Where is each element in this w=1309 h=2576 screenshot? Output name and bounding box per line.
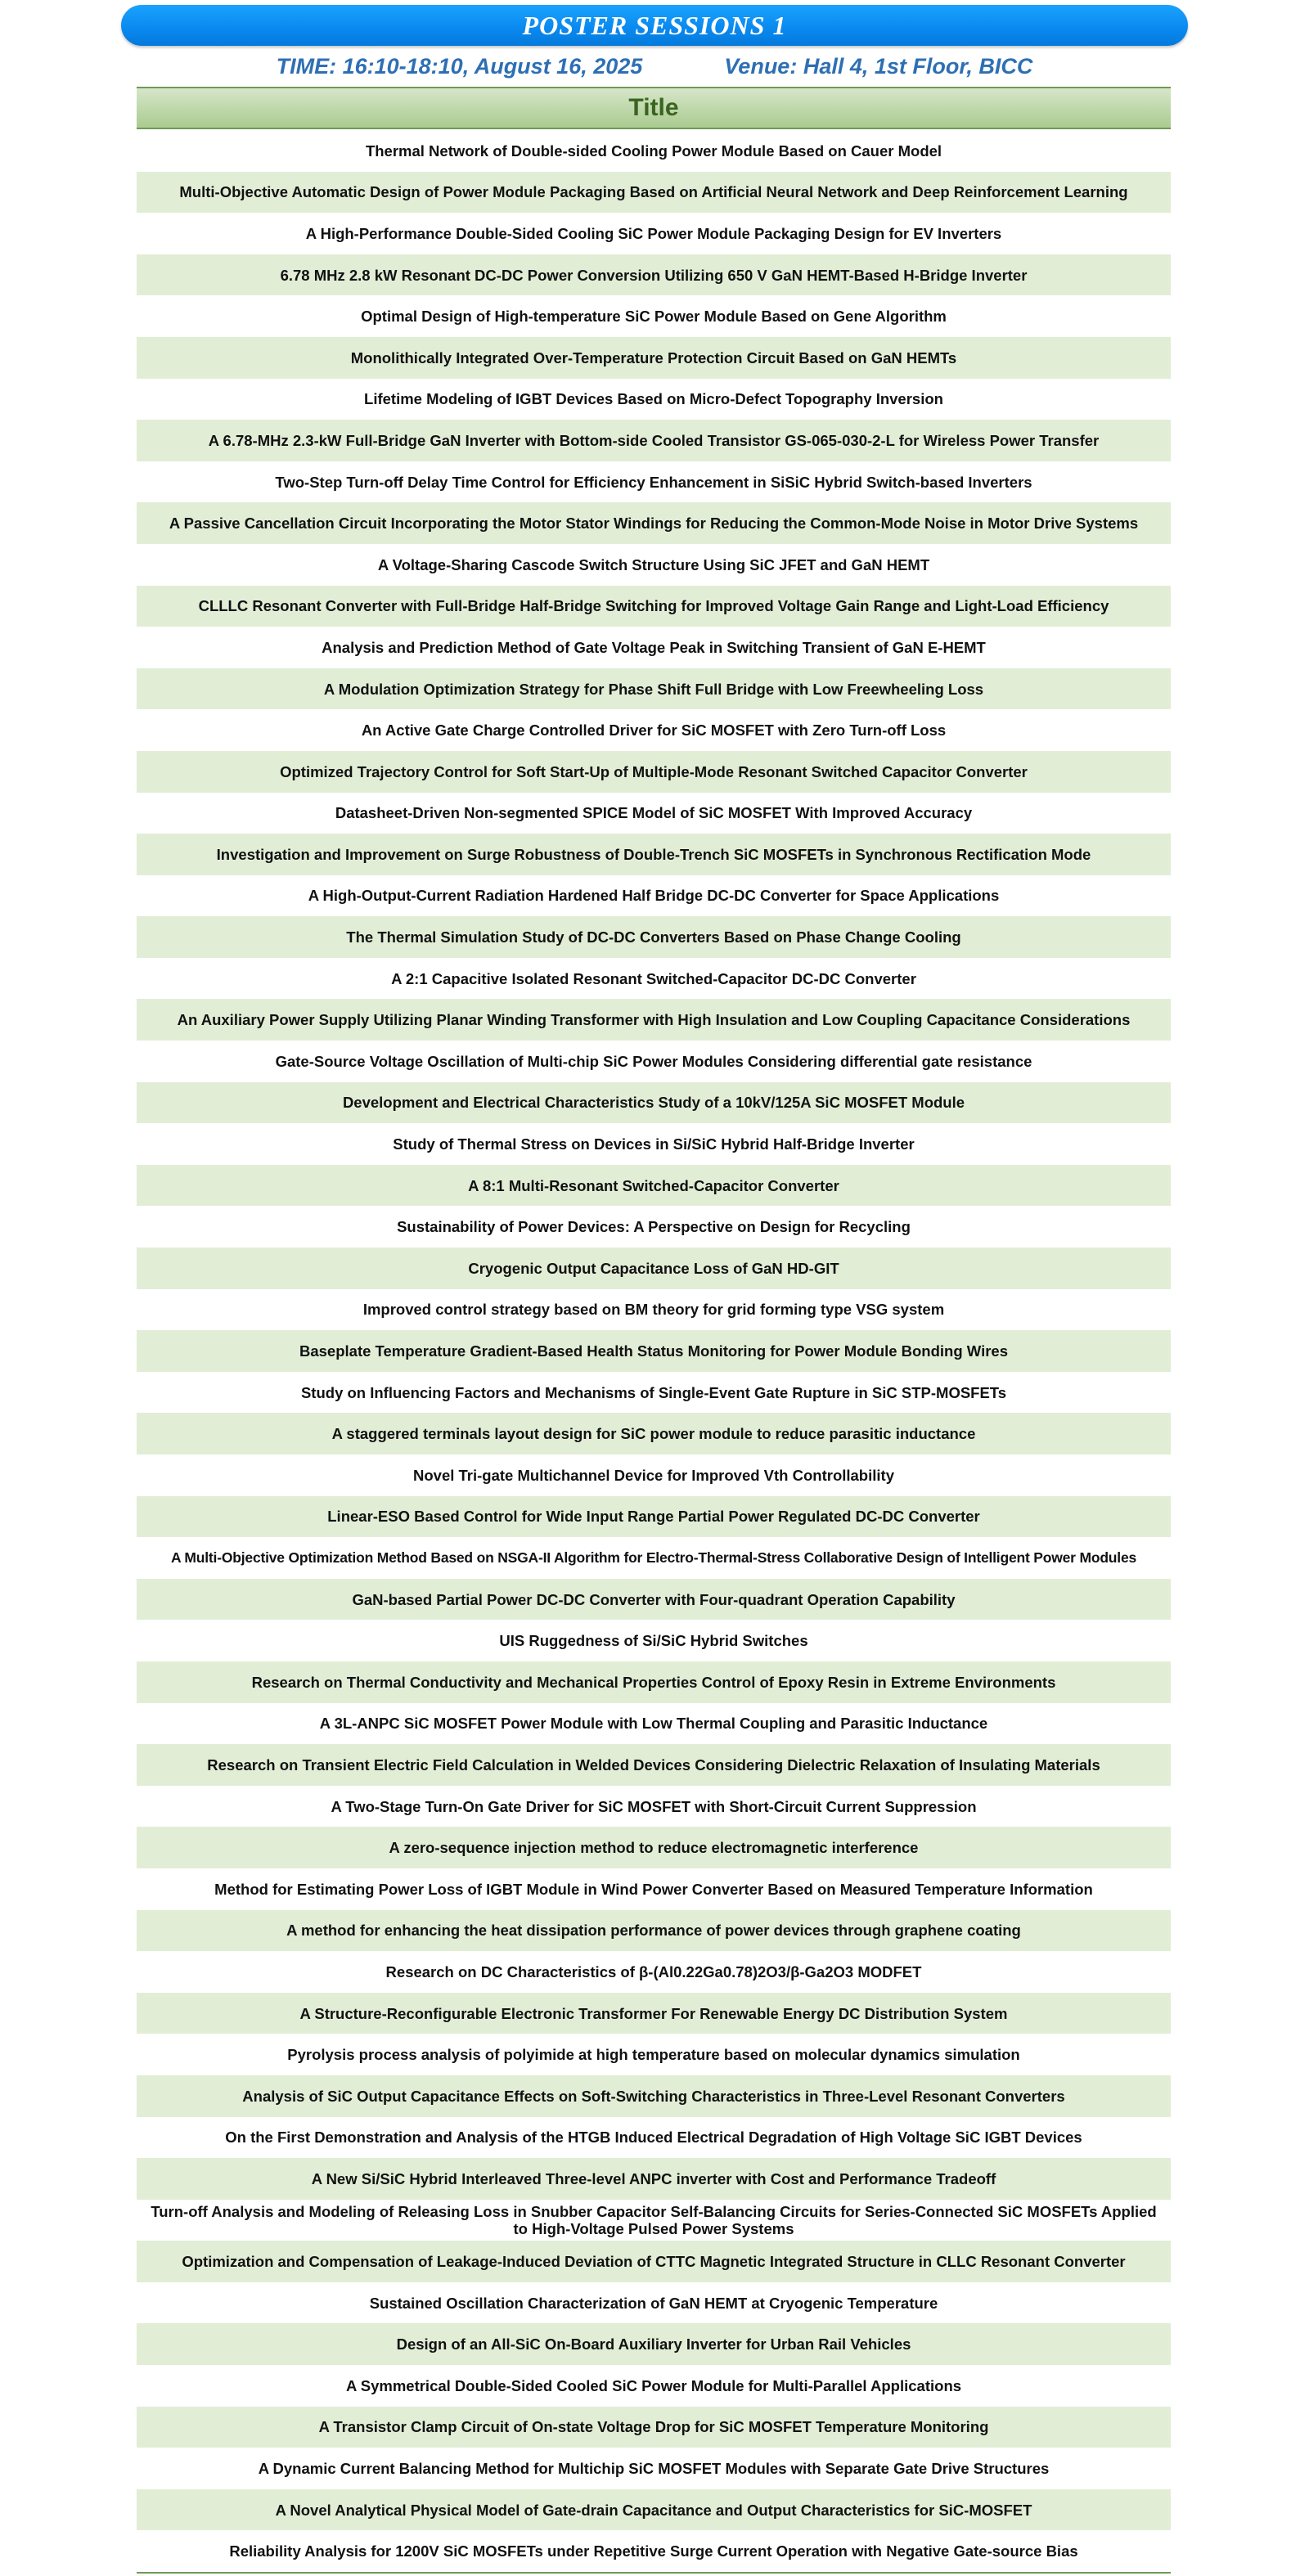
table-row: A Modulation Optimization Strategy for Phase Shift Full Bridge with Low Freewheeling Loss: [137, 668, 1171, 710]
table-row: Research on DC Characteristics of β-(Al0.22Ga0.78)2O3/β-Ga2O3 MODFET: [385, 1962, 922, 1980]
table-row: On the First Demonstration and Analysis of the HTGB Induced Electrical Degradation of High Voltage SiC IGBT Devices: [225, 2129, 1082, 2147]
table-row: Analysis of SiC Output Capacitance Effects on Soft-Switching Characteristics in Three-Level Resonant Converters: [137, 2075, 1171, 2117]
session-banner: [121, 5, 1188, 46]
table-row: Study of Thermal Stress on Devices in Si/SiC Hybrid Half-Bridge Inverter: [393, 1135, 915, 1153]
table-row: An Active Gate Charge Controlled Driver for SiC MOSFET with Zero Turn-off Loss: [361, 722, 947, 740]
session-time: TIME: 16:10-18:10, August 16, 2025: [276, 53, 643, 79]
table-row: A 8:1 Multi-Resonant Switched-Capacitor Converter: [137, 1165, 1171, 1207]
table-row: A 2:1 Capacitive Isolated Resonant Switched-Capacitor DC-DC Converter: [391, 969, 916, 987]
table-row: A Dynamic Current Balancing Method for Multichip SiC MOSFET Modules with Separate Gate Drive Structures: [258, 2460, 1050, 2478]
table-row: A Transistor Clamp Circuit of On-state Voltage Drop for SiC MOSFET Temperature Monitoring: [137, 2407, 1171, 2448]
table-row: Sustained Oscillation Characterization of GaN HEMT at Cryogenic Temperature: [369, 2294, 938, 2312]
table-row: UIS Ruggedness of Si/SiC Hybrid Switches: [499, 1632, 808, 1650]
table-row: Linear-ESO Based Control for Wide Input Range Partial Power Regulated DC-DC Converter: [137, 1496, 1171, 1538]
table-row: An Auxiliary Power Supply Utilizing Planar Winding Transformer with High Insulation and Low Coupling Capacitance Considerations: [137, 999, 1171, 1041]
table-row: A Multi-Objective Optimization Method Based on NSGA-II Algorithm for Electro-Thermal-Stress Collaborative Design of Intelligent Power Modules: [170, 1549, 1137, 1566]
table-row: A High-Output-Current Radiation Hardened Half Bridge DC-DC Converter for Space Applications: [308, 887, 1000, 905]
table-row: A Passive Cancellation Circuit Incorporating the Motor Stator Windings for Reducing the Common-Mode Noise in Motor Drive Systems: [137, 502, 1171, 544]
table-row: 6.78 MHz 2.8 kW Resonant DC-DC Power Conversion Utilizing 650 V GaN HEMT-Based H-Bridge Inverter: [137, 254, 1171, 296]
table-row: Two-Step Turn-off Delay Time Control for Efficiency Enhancement in SiSiC Hybrid Switch-based Inverters: [275, 473, 1032, 491]
table-row: Gate-Source Voltage Oscillation of Multi-chip SiC Power Modules Considering differential gate resistance: [275, 1052, 1032, 1070]
table-row: A method for enhancing the heat dissipation performance of power devices through graphene coating: [137, 1910, 1171, 1952]
table-row: Baseplate Temperature Gradient-Based Health Status Monitoring for Power Module Bonding Wires: [137, 1330, 1171, 1372]
table-row: The Thermal Simulation Study of DC-DC Converters Based on Phase Change Cooling: [137, 916, 1171, 958]
table-row: Study on Influencing Factors and Mechanisms of Single-Event Gate Rupture in SiC STP-MOSFETs: [300, 1383, 1007, 1401]
table-header-title: Title: [137, 88, 1171, 129]
table-row: A Novel Analytical Physical Model of Gate-drain Capacitance and Output Characteristics for SiC-MOSFET: [137, 2489, 1171, 2531]
table-row: Turn-off Analysis and Modeling of Releasing Loss in Snubber Capacitor Self-Balancing Circuits for Series-Connected SiC MOSFETs Applied to High-Voltage Pulsed Power Systems: [151, 2202, 1157, 2237]
table-row: Development and Electrical Characteristics Study of a 10kV/125A SiC MOSFET Module: [137, 1082, 1171, 1124]
table-row: Optimization and Compensation of Leakage-Induced Deviation of CTTC Magnetic Integrated Structure in CLLC Resonant Converter: [137, 2241, 1171, 2282]
table-row: A staggered terminals layout design for SiC power module to reduce parasitic inductance: [137, 1413, 1171, 1454]
table-row: A Structure-Reconfigurable Electronic Transformer For Renewable Energy DC Distribution System: [137, 1993, 1171, 2034]
session-info: [121, 51, 1188, 82]
table-row: Pyrolysis process analysis of polyimide at high temperature based on molecular dynamics simulation: [287, 2046, 1020, 2064]
table-row: Research on Transient Electric Field Calculation in Welded Devices Considering Dielectric Relaxation of Insulating Materials: [137, 1744, 1171, 1786]
table-row: Novel Tri-gate Multichannel Device for Improved Vth Controllability: [413, 1466, 894, 1484]
table-row: A Symmetrical Double-Sided Cooled SiC Power Module for Multi-Parallel Applications: [345, 2376, 962, 2394]
table-row: Multi-Objective Automatic Design of Power Module Packaging Based on Artificial Neural Network and Deep Reinforcement Learning: [137, 172, 1171, 214]
table-row: Reliability Analysis for 1200V SiC MOSFETs under Repetitive Surge Current Operation with Negative Gate-source Bias: [229, 2542, 1078, 2560]
table-row: Thermal Network of Double-sided Cooling Power Module Based on Cauer Model: [365, 142, 942, 160]
table-row: Method for Estimating Power Loss of IGBT Module in Wind Power Converter Based on Measured Temperature Information: [214, 1880, 1093, 1898]
table-row: A 3L-ANPC SiC MOSFET Power Module with Low Thermal Coupling and Parasitic Inductance: [319, 1715, 988, 1733]
table-row: A Two-Stage Turn-On Gate Driver for SiC MOSFET with Short-Circuit Current Suppression: [331, 1797, 977, 1815]
table-row: Datasheet-Driven Non-segmented SPICE Model of SiC MOSFET With Improved Accuracy: [335, 804, 973, 822]
session-title: POSTER SESSIONS 1: [522, 10, 787, 40]
table-row: A 6.78-MHz 2.3-kW Full-Bridge GaN Inverter with Bottom-side Cooled Transistor GS-065-030-2-L for Wireless Power Transfer: [137, 420, 1171, 461]
table-row: Investigation and Improvement on Surge Robustness of Double-Trench SiC MOSFETs in Synchronous Rectification Mode: [137, 834, 1171, 875]
table-row: Optimal Design of High-temperature SiC Power Module Based on Gene Algorithm: [361, 308, 947, 326]
table-row: Sustainability of Power Devices: A Perspective on Design for Recycling: [397, 1218, 911, 1236]
poster-table: [137, 87, 1171, 2574]
table-row: A New Si/SiC Hybrid Interleaved Three-level ANPC inverter with Cost and Performance Tradeoff: [137, 2158, 1171, 2200]
table-row: GaN-based Partial Power DC-DC Converter with Four-quadrant Operation Capability: [137, 1579, 1171, 1621]
table-row: Analysis and Prediction Method of Gate Voltage Peak in Switching Transient of GaN E-HEMT: [322, 638, 986, 656]
table-row: Optimized Trajectory Control for Soft Start-Up of Multiple-Mode Resonant Switched Capacitor Converter: [137, 751, 1171, 793]
table-row: Lifetime Modeling of IGBT Devices Based on Micro-Defect Topography Inversion: [364, 390, 943, 408]
table-row: A Voltage-Sharing Cascode Switch Structure Using SiC JFET and GaN HEMT: [377, 555, 930, 573]
table-row: Research on Thermal Conductivity and Mechanical Properties Control of Epoxy Resin in Extreme Environments: [137, 1661, 1171, 1703]
session-venue: Venue: Hall 4, 1st Floor, BICC: [724, 53, 1033, 79]
poster-rows: [137, 129, 1171, 2572]
table-row: Cryogenic Output Capacitance Loss of GaN HD-GIT: [137, 1248, 1171, 1289]
table-row: Design of an All-SiC On-Board Auxiliary Inverter for Urban Rail Vehicles: [137, 2323, 1171, 2365]
table-row: Improved control strategy based on BM theory for grid forming type VSG system: [362, 1301, 945, 1319]
table-row: Monolithically Integrated Over-Temperature Protection Circuit Based on GaN HEMTs: [137, 337, 1171, 379]
table-row: A High-Performance Double-Sided Cooling SiC Power Module Packaging Design for EV Inverters: [305, 224, 1002, 242]
table-row: CLLLC Resonant Converter with Full-Bridge Half-Bridge Switching for Improved Voltage Gain Range and Light-Load Efficiency: [137, 586, 1171, 627]
table-row: A zero-sequence injection method to reduce electromagnetic interference: [137, 1827, 1171, 1868]
